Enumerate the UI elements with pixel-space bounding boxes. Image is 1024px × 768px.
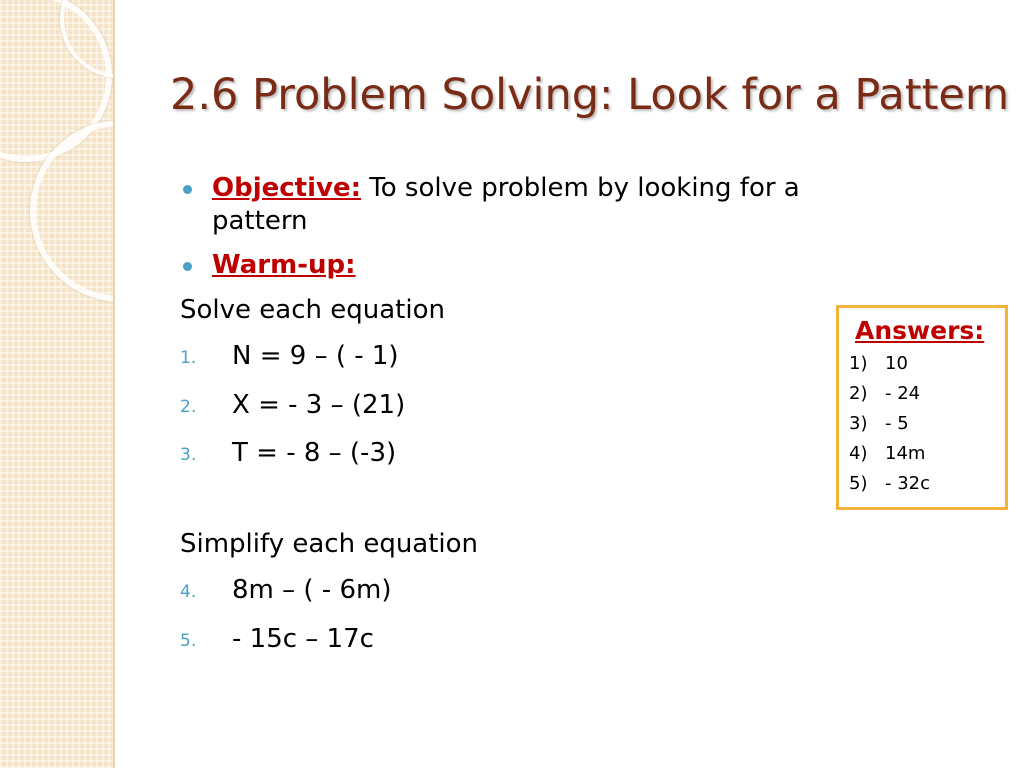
answer-item	[849, 349, 995, 379]
answer-item	[849, 439, 995, 469]
list-item	[180, 623, 800, 656]
answer-text: - 32c	[885, 473, 931, 494]
slide-content	[180, 172, 800, 671]
list-number: 2.	[180, 396, 197, 417]
list-item	[180, 574, 800, 607]
answer-text: 14m	[885, 443, 926, 464]
answer-number: 3)	[849, 413, 868, 434]
answers-title: Answers:	[855, 316, 985, 345]
solve-heading: Solve each equation	[180, 294, 445, 325]
objective-bullet	[180, 172, 800, 237]
bullet-icon	[183, 185, 192, 194]
list-item	[180, 340, 800, 373]
simplify-heading: Simplify each equation	[180, 528, 479, 559]
answer-item	[849, 379, 995, 409]
list-item-text: - 15c – 17c	[232, 623, 374, 654]
answer-text: - 24	[885, 383, 921, 404]
list-number: 1.	[180, 348, 197, 368]
answer-text: - 5	[885, 413, 909, 434]
decorative-side-band	[0, 0, 113, 768]
list-number: 3.	[180, 445, 197, 465]
list-number: 4.	[180, 582, 197, 602]
answer-text: 10	[885, 353, 908, 374]
answer-number: 2)	[849, 383, 868, 404]
objective-text: To solve problem by looking for a pattern	[212, 173, 800, 236]
side-divider	[113, 0, 115, 768]
list-item-text: N = 9 – ( - 1)	[232, 341, 399, 371]
spacer	[180, 486, 800, 524]
warmup-bullet	[180, 249, 800, 282]
answer-item	[849, 409, 995, 439]
answer-number: 1)	[849, 353, 868, 374]
list-item-text: X = - 3 – (21)	[232, 389, 406, 420]
list-item-text: 8m – ( - 6m)	[232, 575, 392, 605]
answer-number: 4)	[849, 443, 868, 464]
list-item	[180, 437, 800, 470]
answer-item	[849, 469, 995, 499]
answer-number: 5)	[849, 473, 868, 494]
list-item-text: T = - 8 – (-3)	[232, 438, 397, 468]
list-item	[180, 389, 800, 422]
warmup-label: Warm-up:	[212, 250, 356, 280]
slide-title: 2.6 Problem Solving: Look for a Pattern	[170, 70, 1010, 120]
answers-box	[836, 305, 1008, 510]
objective-label: Objective:	[212, 173, 361, 203]
list-number: 5.	[180, 630, 197, 651]
bullet-icon	[183, 262, 192, 271]
